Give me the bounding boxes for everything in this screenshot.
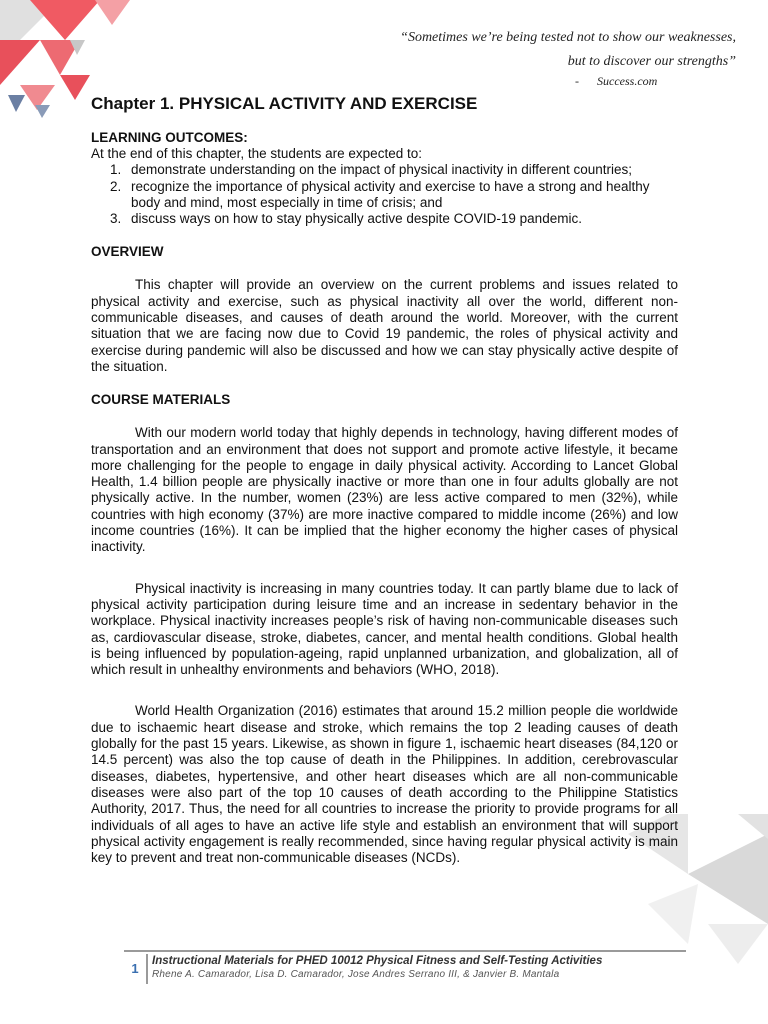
quote-dash: - [575, 74, 579, 88]
epigraph-quote [316, 26, 736, 74]
footer-title: Instructional Materials for PHED 10012 Physical Fitness and Self-Testing Activities [152, 955, 603, 967]
overview-paragraph: This chapter will provide an overview on the current problems and issues related to physical activity and exercise, such as physical inactivity all over the world, different non-communicable diseases, and causes of death around the world. Moreover, with the current situation that we are facing now due to Covid 19 pandemic, the roles of physical activity and exercise during pandemic will also be discussed and how we can stay physically active despite of the situation. [91, 277, 678, 374]
learning-outcomes-intro: At the end of this chapter, the students are expected to: [91, 146, 422, 161]
quote-line-1: “Sometimes we’re being tested not to show our weaknesses, [400, 30, 736, 45]
list-item: 1. demonstrate understanding on the impact of physical inactivity in different countries; [125, 162, 678, 178]
page-footer [124, 950, 686, 984]
page-number: 1 [124, 954, 148, 984]
course-materials-paragraph-3: World Health Organization (2016) estimates that around 15.2 million people die worldwide due to ischaemic heart disease and stroke, which remains the top 2 leading causes of death globally for the past 15 years. Likewise, as shown in figure 1, ischaemic heart diseases (84,120 or 14.5 percent) was also the top cause of death in the Philippines. In addition, cerebrovascular diseases, diabetes, hypertensive, and other heart diseases which are all non-communicable diseases were also part of the top 10 causes of death according to the Philippine Statistics Authority, 2017. Thus, the need for all countries to increase the priority to provide programs for all individuals of all ages to have an active life style and establish an environment that will support physical activity engagement is really recommended, since having regular physical activity is main key to prevent and treat non-communicable diseases (NCDs). [91, 703, 678, 866]
chapter-title: Chapter 1. PHYSICAL ACTIVITY AND EXERCISE [91, 94, 478, 113]
quote-attribution [575, 74, 657, 89]
learning-outcomes-list [91, 162, 678, 227]
list-item: 3. discuss ways on how to stay physically active despite COVID-19 pandemic. [125, 211, 678, 227]
overview-heading: OVERVIEW [91, 244, 164, 260]
quote-author: Success.com [597, 74, 658, 88]
footer-authors: Rhene A. Camarador, Lisa D. Camarador, Jose Andres Serrano III, & Janvier B. Mantala [152, 969, 560, 980]
course-materials-paragraph-1: With our modern world today that highly depends in technology, having different modes of transportation and an environment that does not support and promote active lifestyle, it became more challenging for the people to engage in daily physical activity. According to Lancet Global Health, 1.4 billion people are physically inactive or more than one in four adults globally are not physically active. In the number, women (23%) are less active compared to men (32%), while countries with high economy (37%) are more inactive compared to middle income (26%) and low income countries (16%). It can be implied that the higher economy the higher cases of physical inactivity. [91, 425, 678, 555]
quote-line-2: but to discover our strengths” [567, 54, 736, 69]
list-item: 2. recognize the importance of physical activity and exercise to have a strong and healthy body and mind, most especially in time of crisis; and [125, 179, 678, 212]
learning-outcomes-heading: LEARNING OUTCOMES: [91, 130, 248, 145]
course-materials-heading: COURSE MATERIALS [91, 392, 231, 408]
course-materials-paragraph-2: Physical inactivity is increasing in many countries today. It can partly blame due to lack of physical activity participation during leisure time and an increase in sedentary behavior in the workplace. Physical inactivity increases people’s risk of having non-communicable diseases such as, cardiovascular disease, stroke, diabetes, cancer, and mental health conditions. Global health is being influenced by population-ageing, rapid unplanned urbanization, and globalization, all of which result in unhealthy environments and behaviors (WHO, 2018). [91, 580, 678, 678]
page-content [91, 94, 678, 866]
footer-divider [124, 950, 686, 952]
